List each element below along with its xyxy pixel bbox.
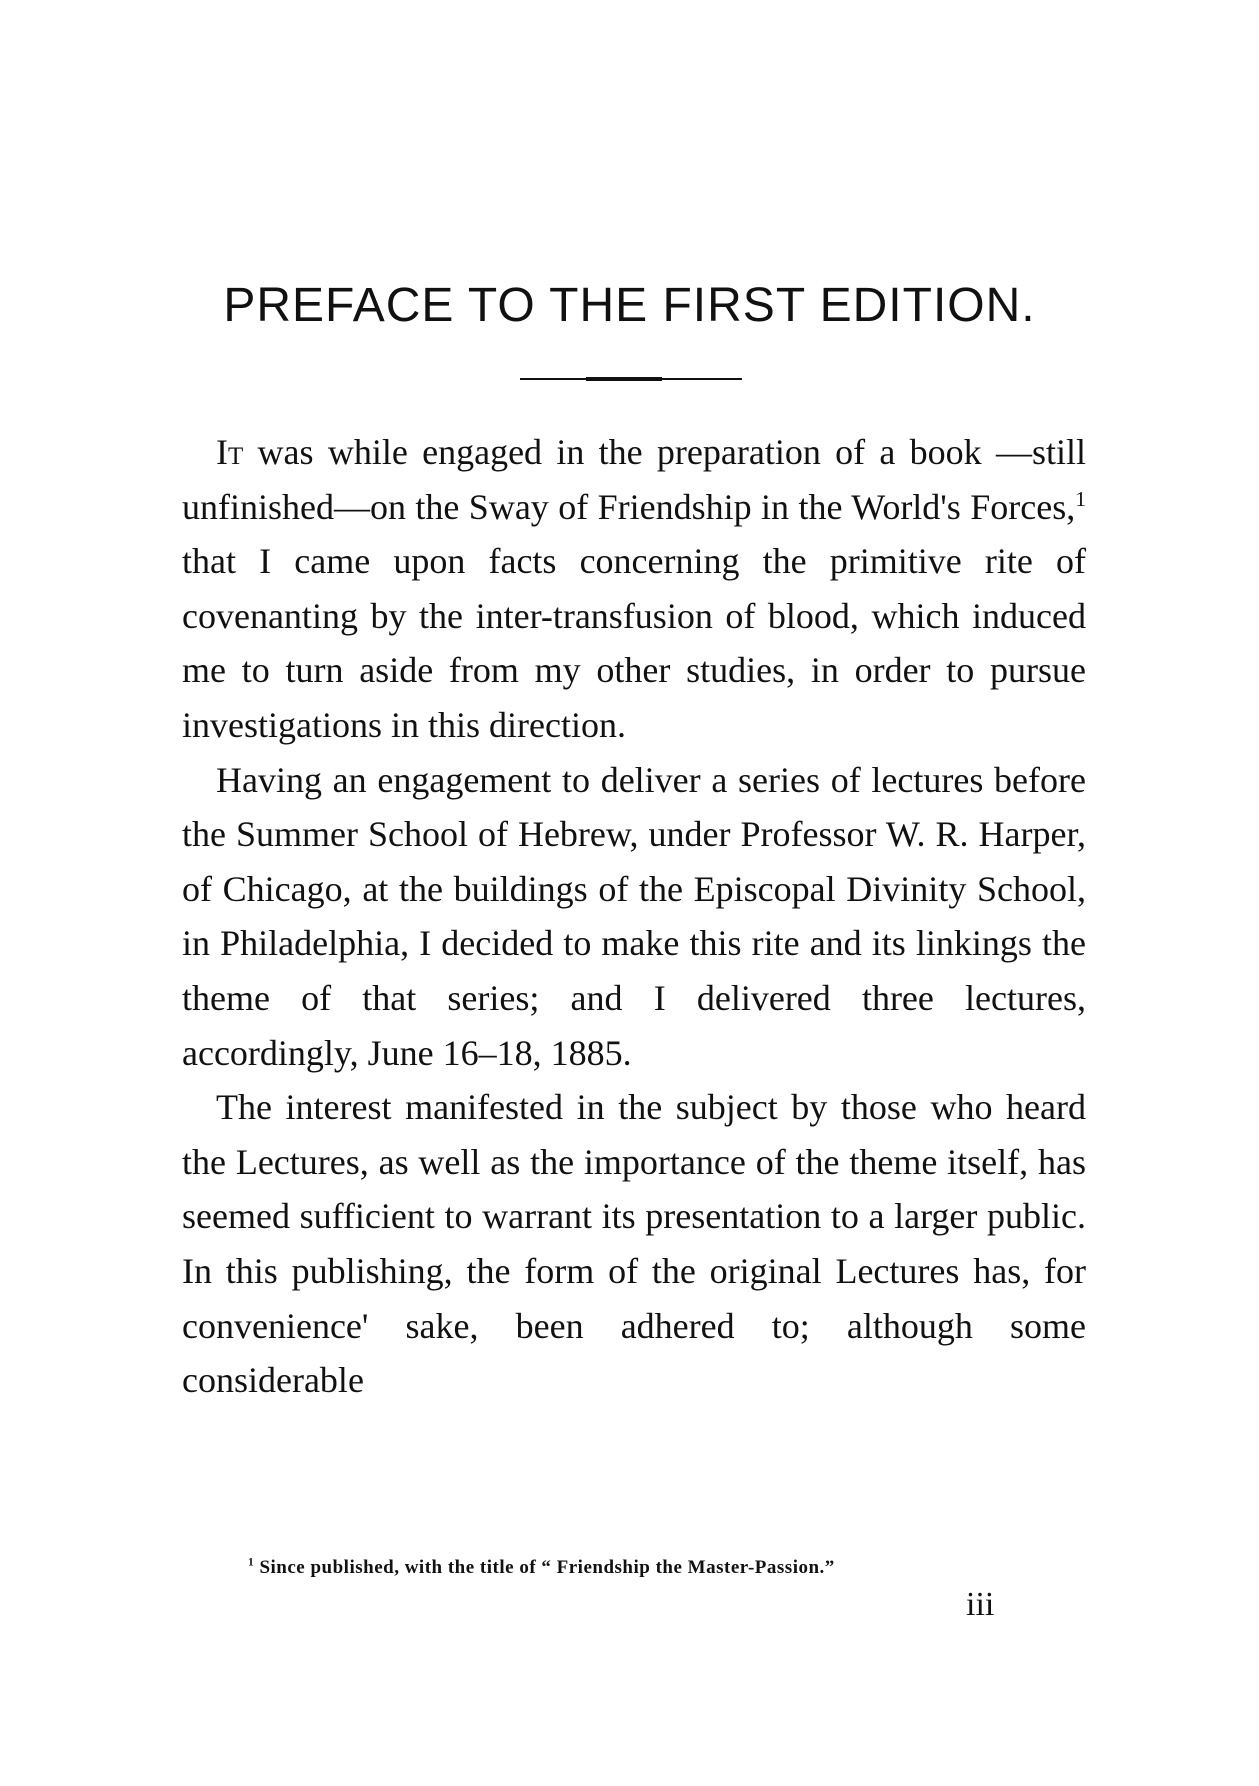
footnote-text: Since published, with the title of “ Friendship the Master-Passion.” bbox=[254, 1557, 835, 1578]
page-title: PREFACE TO THE FIRST EDITION. bbox=[223, 279, 1036, 332]
paragraph-1-text-a: was while engaged in the preparation of a book —still unfinished—on the Sway of Friendship in the World's Forces, bbox=[182, 432, 1086, 527]
footnote-mark: 1 bbox=[248, 1556, 255, 1569]
footnote bbox=[248, 1557, 1048, 1580]
paragraph-1-lead: It bbox=[216, 432, 244, 472]
paragraph-3: The interest manifested in the subject by those who heard the Lectures, as well as the importance of the theme itself, has seemed sufficient to warrant its presentation to a larger public. In this publishing, the form of the original Lectures has, for convenience' sake, been adhered to; although some considerable bbox=[182, 1087, 1086, 1401]
title-divider-center bbox=[586, 377, 662, 381]
paragraph-1 bbox=[182, 425, 1086, 753]
paragraph-1-text-b: that I came upon facts concerning the primitive rite of covenanting by the inter-transfusion of blood, which induced me to turn aside from my other studies, in order to pursue investigations in this direction. bbox=[182, 541, 1086, 745]
footnote-reference: 1 bbox=[1075, 486, 1086, 511]
page-number: iii bbox=[966, 1586, 995, 1623]
preface-body bbox=[182, 425, 1086, 1408]
paragraph-2: Having an engagement to deliver a series of lectures before the Summer School of Hebrew, under Professor W. R. Harper, of Chicago, at the buildings of the Episcopal Divinity School, in Philadelphia, I decided to make this rite and its linkings the theme of that series; and I delivered three lectures, accordingly, June 16–18, 1885. bbox=[182, 759, 1086, 1073]
